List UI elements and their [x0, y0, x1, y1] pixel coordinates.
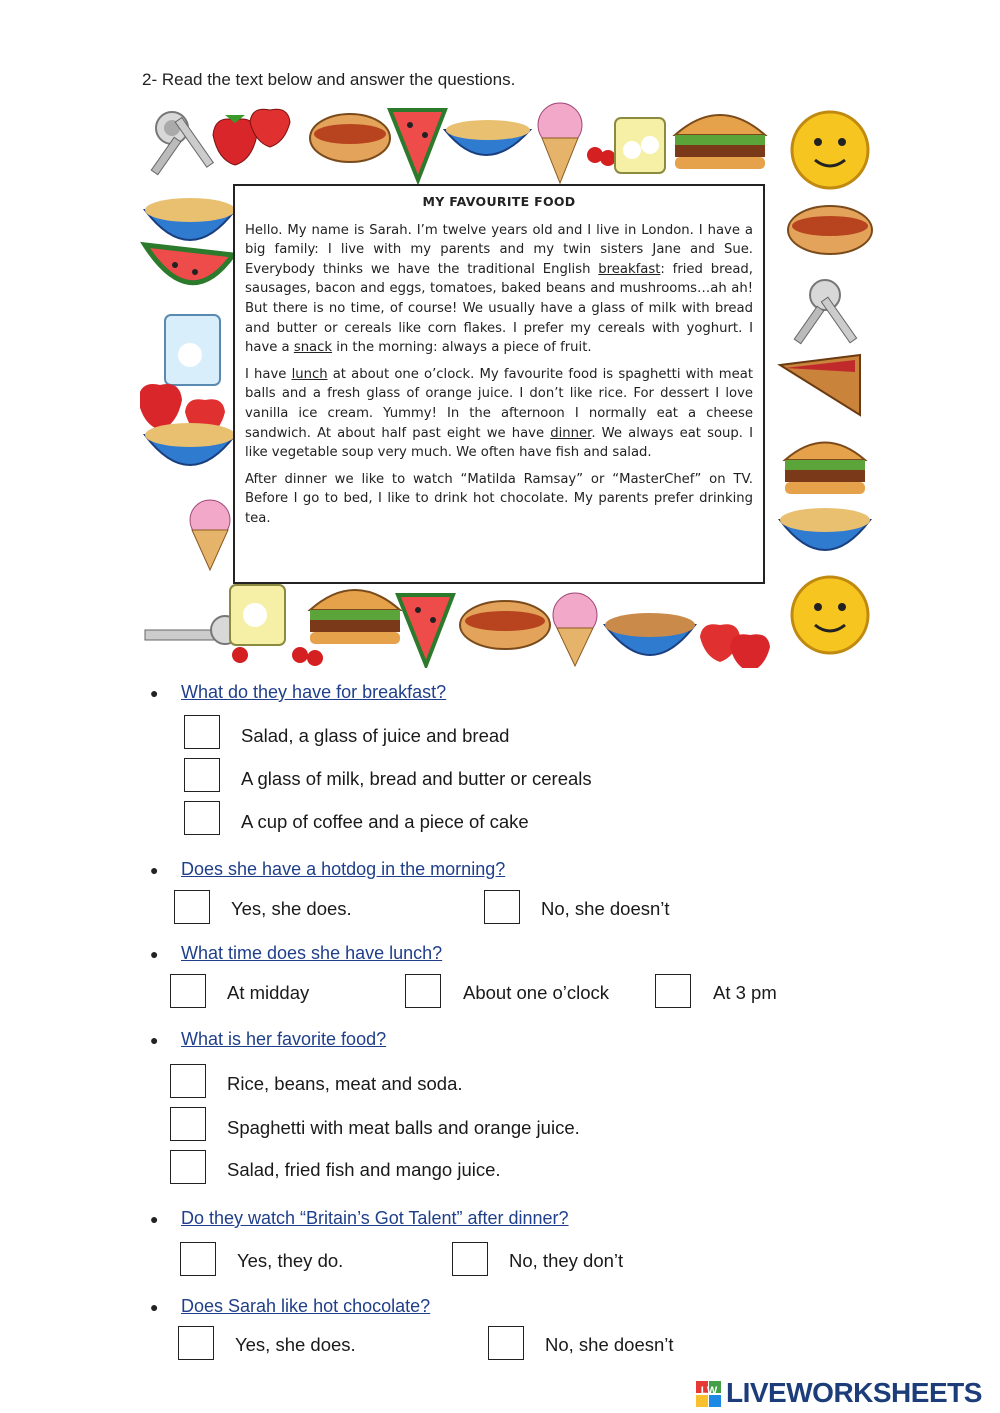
option-label: Yes, they do. — [237, 1250, 344, 1271]
option-label: No, she doesn’t — [545, 1334, 674, 1355]
sun-icon — [792, 577, 868, 653]
checkbox-q5-opt1[interactable] — [180, 1242, 216, 1276]
option-label: Salad, a glass of juice and bread — [241, 725, 510, 746]
spoon-fork-icon — [145, 616, 239, 644]
bullet-icon: ● — [150, 685, 159, 701]
checkbox-q4-opt1[interactable] — [170, 1064, 206, 1098]
lemonade-glass-icon — [615, 118, 665, 173]
strawberry-icon — [140, 384, 182, 430]
checkbox-q1-opt1[interactable] — [184, 715, 220, 749]
option-label: Salad, fried fish and mango juice. — [227, 1159, 501, 1180]
bullet-icon: ● — [150, 1299, 159, 1315]
option-label: Rice, beans, meat and soda. — [227, 1073, 463, 1094]
underlined-word: snack — [293, 340, 333, 356]
spoon-fork-icon — [151, 112, 213, 175]
checkbox-q2-opt1[interactable] — [174, 890, 210, 924]
liveworksheets-logo-icon — [696, 1381, 722, 1407]
cereal-bowl-icon — [445, 120, 530, 155]
bullet-icon: ● — [150, 1211, 159, 1227]
text-run: : fried bread, sausages, bacon and eggs, tomatoes, baked beans and mushrooms…ah ah! But there is no time, of course! We usually have a glass of milk with bread and butter or cereals like corn flakes. I prefer my cereals with yoghurt. I have a — [245, 261, 753, 356]
lemonade-glass-icon — [230, 585, 285, 645]
option-label: Spaghetti with meat balls and orange juice. — [227, 1117, 580, 1138]
reading-paragraph-3: After dinner we like to watch “Matilda Ramsay” or “MasterChef” on TV. Before I go to bed, I like to drink hot chocolate. My parents prefer drinking tea. — [245, 471, 753, 526]
checkbox-q3-opt2[interactable] — [405, 974, 441, 1008]
reading-title: MY FAVOURITE FOOD — [422, 194, 576, 209]
option-label: Yes, she does. — [235, 1334, 356, 1355]
ice-cream-icon — [553, 593, 597, 666]
bullet-icon: ● — [150, 946, 159, 962]
checkbox-q4-opt2[interactable] — [170, 1107, 206, 1141]
cereal-bowl-icon — [605, 613, 695, 655]
checkbox-q6-opt2[interactable] — [488, 1326, 524, 1360]
question-3: What time does she have lunch? — [181, 943, 443, 963]
strawberry-icon — [250, 109, 290, 147]
checkbox-q5-opt2[interactable] — [452, 1242, 488, 1276]
bullet-icon: ● — [150, 1032, 159, 1048]
watermelon-icon — [145, 245, 233, 283]
option-label: No, they don’t — [509, 1250, 624, 1271]
checkbox-q6-opt1[interactable] — [178, 1326, 214, 1360]
checkbox-q1-opt2[interactable] — [184, 758, 220, 792]
lemonade-glass-icon — [165, 315, 220, 385]
watermelon-icon — [398, 595, 453, 665]
option-label: At midday — [227, 982, 310, 1003]
cherry-icon — [232, 647, 323, 666]
question-1: What do they have for breakfast? — [181, 682, 447, 702]
instruction: 2- Read the text below and answer the questions. — [142, 70, 516, 89]
sandwich-icon — [780, 355, 860, 415]
text-run: Hello. My name is Sarah. I’m twelve years old and I live in London. I have a big family: I live with my parents and my twin sisters Jane and Sue. Everybody thinks we have the traditional English — [245, 222, 753, 277]
text-run: at about one o’clock. My favourite food is spaghetti with meat balls and a fresh glass of orange juice. I don’t like rice. For dessert I love vanilla ice cream. Yummy! In the afternoon I normally eat a cheese sandwich. At about half past eight we have — [245, 366, 753, 441]
underlined-word: lunch — [291, 366, 328, 382]
reading-paragraph-1 — [245, 221, 753, 358]
ice-cream-icon — [538, 103, 582, 183]
cherry-icon — [587, 147, 616, 166]
checkbox-q3-opt3[interactable] — [655, 974, 691, 1008]
option-label: At 3 pm — [713, 982, 777, 1003]
hotdog-icon — [310, 114, 390, 162]
underlined-word: breakfast — [598, 261, 661, 277]
logo-badge: LW — [700, 1385, 718, 1397]
option-label: About one o’clock — [463, 982, 610, 1003]
underlined-word: dinner — [550, 425, 592, 441]
question-4: What is her favorite food? — [181, 1029, 387, 1049]
checkbox-q3-opt1[interactable] — [170, 974, 206, 1008]
option-label: Yes, she does. — [231, 898, 352, 919]
checkbox-q1-opt3[interactable] — [184, 801, 220, 835]
burger-icon — [785, 443, 865, 495]
question-5: Do they watch “Britain’s Got Talent” after dinner? — [181, 1208, 569, 1228]
watermelon-icon — [390, 110, 445, 180]
liveworksheets-logo-text: LIVEWORKSHEETS — [726, 1377, 982, 1408]
option-label: A glass of milk, bread and butter or cereals — [241, 768, 592, 789]
bullet-icon: ● — [150, 862, 159, 878]
option-label: A cup of coffee and a piece of cake — [241, 811, 529, 832]
question-6: Does Sarah like hot chocolate? — [181, 1296, 431, 1316]
text-run: . We always eat soup. I like vegetable soup very much. We often have fish and salad. — [245, 425, 754, 461]
cereal-bowl-icon — [780, 508, 870, 550]
burger-icon — [310, 590, 400, 644]
checkbox-q4-opt3[interactable] — [170, 1150, 206, 1184]
hotdog-icon — [460, 601, 550, 649]
cereal-bowl-icon — [145, 423, 235, 465]
sun-icon — [792, 112, 868, 188]
text-run: I have — [245, 366, 292, 382]
reading-paragraph-2 — [245, 365, 753, 463]
cereal-bowl-icon — [145, 198, 235, 240]
spoon-fork-icon — [794, 280, 856, 344]
ice-cream-icon — [190, 500, 230, 570]
checkbox-q2-opt2[interactable] — [484, 890, 520, 924]
option-label: No, she doesn’t — [541, 898, 670, 919]
text-run: in the morning: always a piece of fruit. — [332, 340, 592, 356]
reading-text-box — [233, 184, 765, 584]
hotdog-icon — [788, 206, 872, 254]
question-2: Does she have a hotdog in the morning? — [181, 859, 506, 879]
strawberry-icon — [700, 624, 770, 668]
burger-icon — [675, 115, 765, 169]
